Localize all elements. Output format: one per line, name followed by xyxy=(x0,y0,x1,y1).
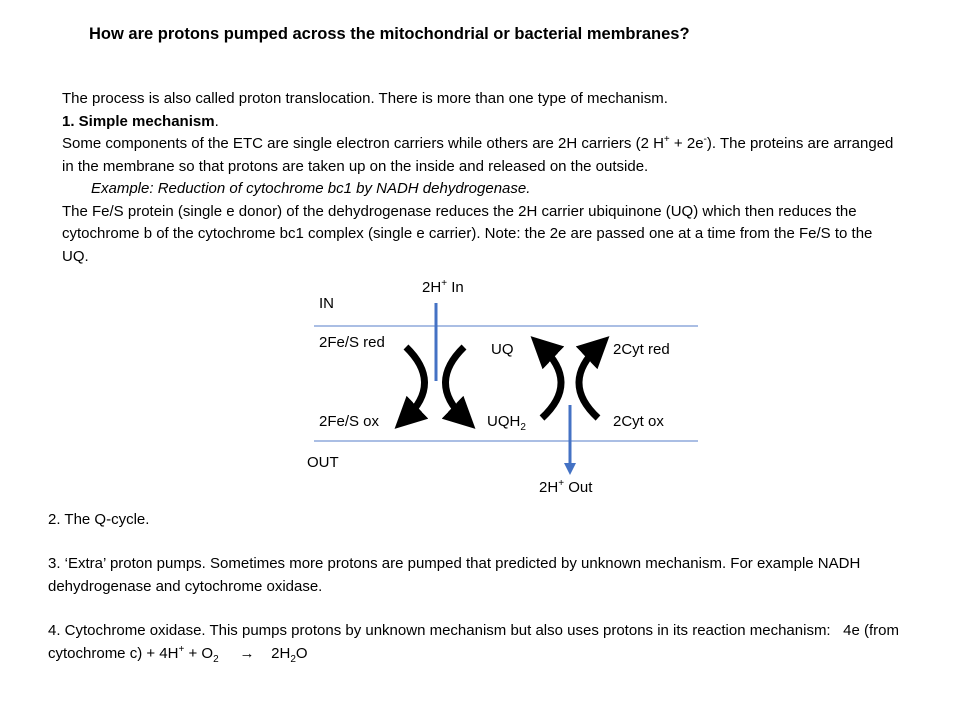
proton-out-label-sup: + xyxy=(558,478,565,489)
out-side-label: OUT xyxy=(307,454,339,471)
item-4-text xyxy=(48,620,908,665)
proton-out-label-suffix: Out xyxy=(564,479,593,496)
proton-out-label-main: 2H xyxy=(539,479,559,496)
in-side-label: IN xyxy=(319,295,334,312)
proton-in-label-sup: + xyxy=(441,278,448,289)
page-title: How are protons pumped across the mitochondrial or bacterial membranes? xyxy=(89,25,690,43)
uq-label: UQ xyxy=(491,341,514,358)
section-1-paragraph-2: The Fe/S protein (single e donor) of the dehydrogenase reduces the 2H carrier ubiquinone (UQ) which then reduces the cytochrome b of the cytochrome bc1 complex (single e carrier). Note: the 2e are passed one at a time from the Fe/S to the UQ. xyxy=(62,202,873,265)
para1-part-a: Some components of the ETC are single electron carriers while others are 2H carriers (2 H xyxy=(62,135,664,152)
section-1-heading xyxy=(62,111,902,134)
cyt-red-label: 2Cyt red xyxy=(613,341,670,358)
equation-sup: + xyxy=(178,643,185,655)
cyt-ox-label: 2Cyt ox xyxy=(613,413,664,430)
para1-sup2: - xyxy=(703,134,707,145)
equation-sub-2: 2 xyxy=(290,653,296,665)
equation-arrow: → xyxy=(239,644,255,662)
equation-sub-1: 2 xyxy=(213,653,219,665)
para1-sup1: + xyxy=(663,134,670,145)
equation-part-b: + O xyxy=(184,644,214,662)
section-1-heading-text: 1. Simple mechanism xyxy=(62,112,215,130)
proton-in-label-main: 2H xyxy=(422,279,442,296)
para1-part-b: + 2e xyxy=(669,135,704,152)
equation-part-c: 2H xyxy=(271,644,291,662)
section-1-heading-suffix: . xyxy=(214,112,219,130)
equation-part-d: O xyxy=(295,644,308,662)
cyt-ox-to-red-arrow xyxy=(579,347,598,418)
example-line: Example: Reduction of cytochrome bc1 by NADH dehydrogenase. xyxy=(91,180,531,197)
item-2 xyxy=(48,509,908,532)
para1-part-c: ). The proteins are arranged in the membrane so that protons are taken up on the inside and released on the outside. xyxy=(62,135,894,175)
fes-red-to-ox-arrow xyxy=(406,347,425,418)
item-3 xyxy=(48,553,908,598)
fes-ox-label: 2Fe/S ox xyxy=(319,413,380,430)
diagram-graphics xyxy=(300,275,720,505)
proton-pump-diagram xyxy=(300,275,720,505)
section-1-paragraph xyxy=(62,133,902,178)
uq-to-uqh2-arrow xyxy=(446,347,465,418)
equation-part-a: 4e (from cytochrome c) + 4H xyxy=(48,622,899,662)
item-2-text: 2. The Q-cycle. xyxy=(48,511,150,528)
uqh2-label xyxy=(487,413,526,431)
proton-in-label xyxy=(422,279,464,297)
item-4 xyxy=(48,620,908,665)
uqh2-to-uq-arrow xyxy=(542,347,561,418)
proton-out-label xyxy=(539,479,592,497)
item-4-description: 4. Cytochrome oxidase. This pumps protons by unknown mechanism but also uses protons in its reaction mechanism: xyxy=(48,622,831,639)
uqh2-label-sub: 2 xyxy=(520,422,526,433)
uqh2-label-main: UQH xyxy=(487,413,521,430)
intro-paragraph: The process is also called proton translocation. There is more than one type of mechanism. xyxy=(62,90,668,107)
text-block xyxy=(62,88,902,268)
fes-red-label: 2Fe/S red xyxy=(319,334,385,351)
proton-in-label-suffix: In xyxy=(447,279,464,296)
item-3-text: 3. ‘Extra’ proton pumps. Sometimes more protons are pumped that predicted by unknown mechanism. For example NADH dehydrogenase and cytochrome oxidase. xyxy=(48,555,861,595)
